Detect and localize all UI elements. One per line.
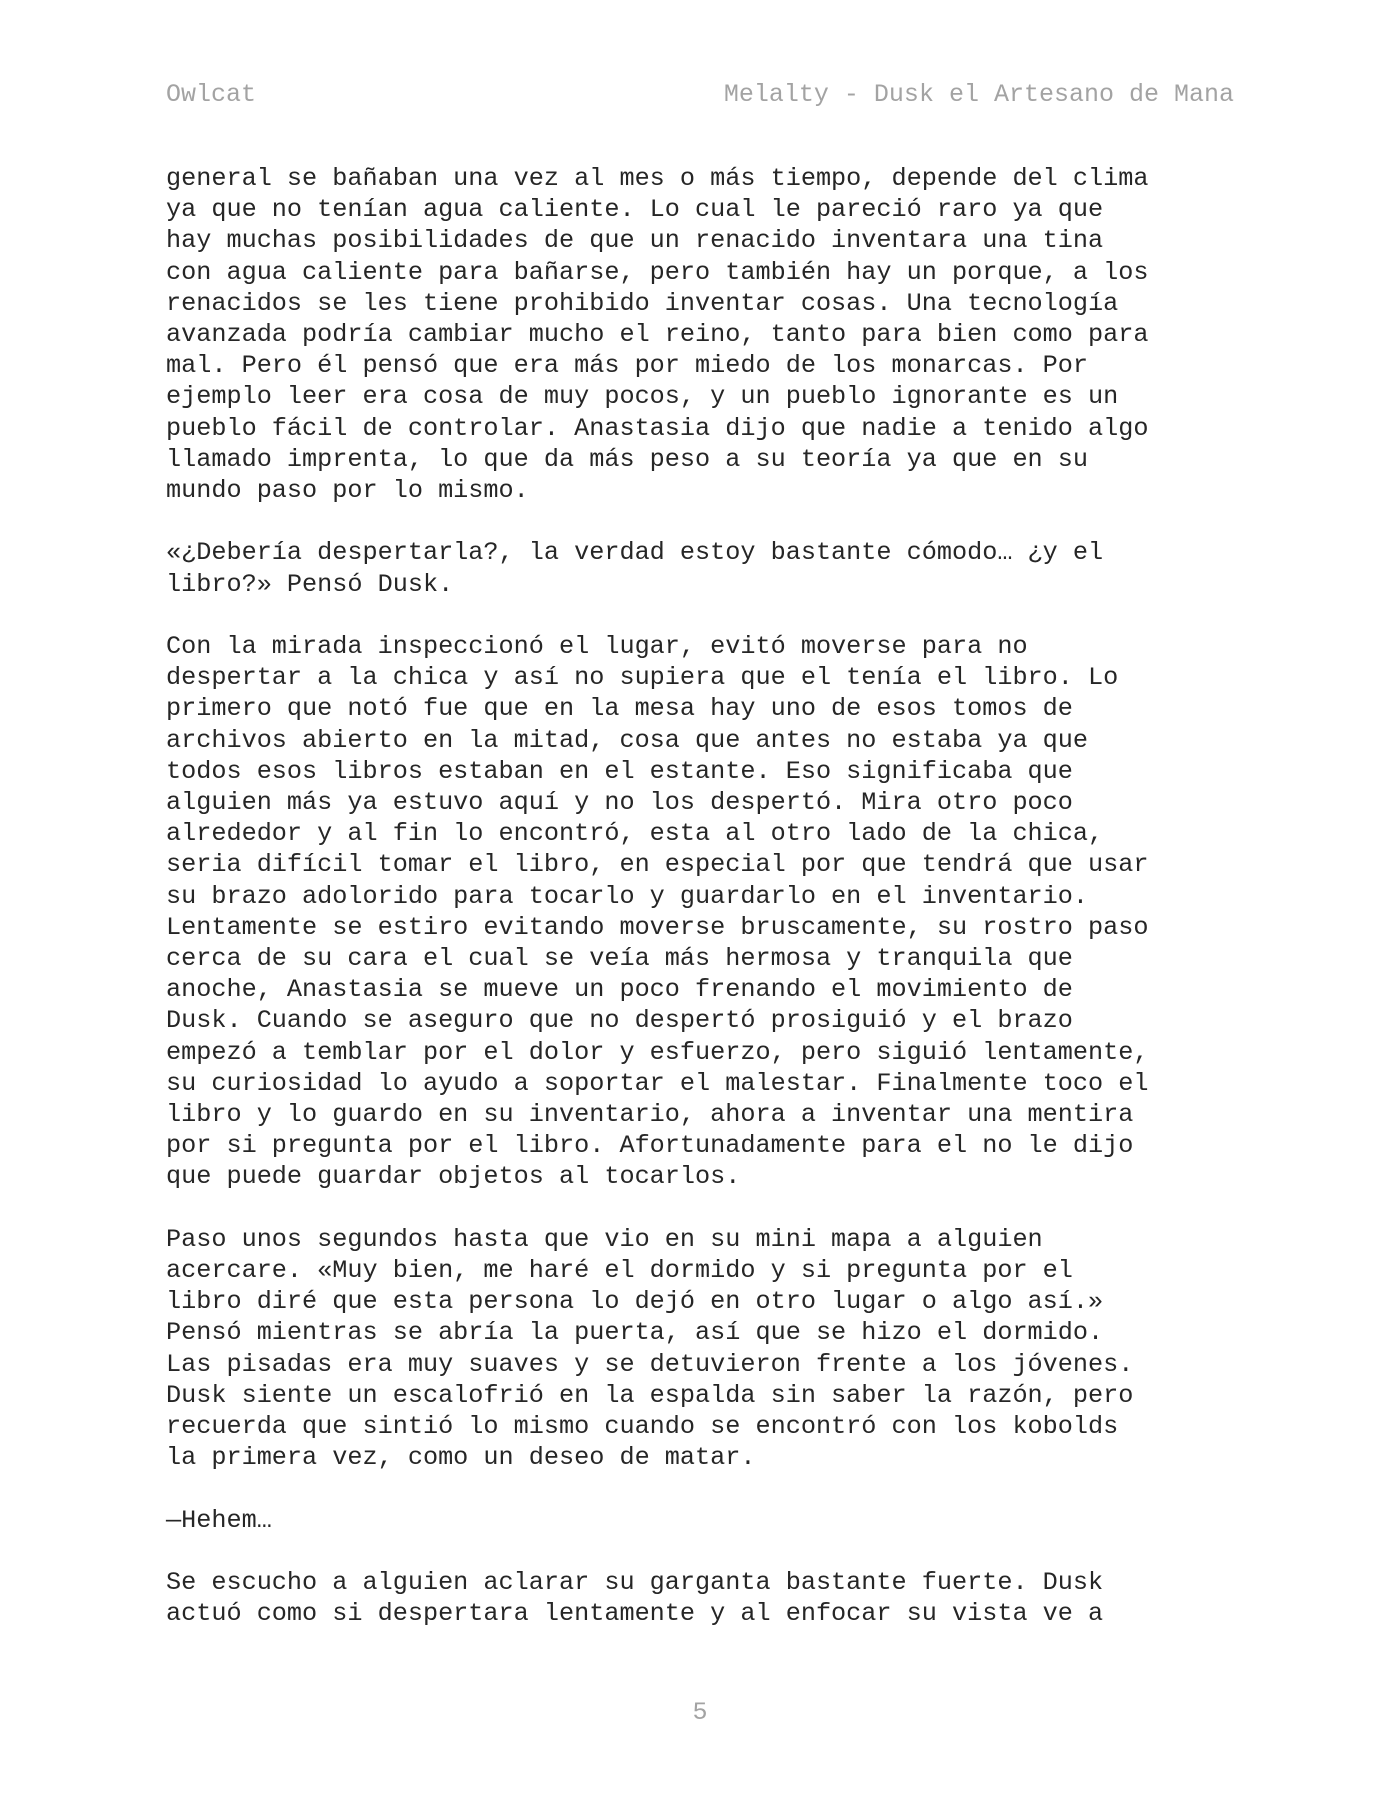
page-header bbox=[166, 80, 1234, 114]
page-number: 5 bbox=[692, 1698, 708, 1727]
paragraph-5: —Hehem… bbox=[166, 1505, 272, 1535]
paragraph-1: general se bañaban una vez al mes o más tiempo, depende del clima ya que no tenían agua caliente. Lo cual le pareció raro ya que hay muchas posibilidades de que un renacido inventara una tina con agua caliente para bañarse, pero también hay un porque, a los renacidos se les tiene prohibido inventar cosas. Una tecnología avanzada podría cambiar mucho el reino, tanto para bien como para mal. Pero él pensó que era más por miedo de los monarcas. Por ejemplo leer era cosa de muy pocos, y un pueblo ignorante es un pueblo fácil de controlar. Anastasia dijo que nadie a tenido algo llamado imprenta, lo que da más peso a su teoría ya que en su mundo paso por lo mismo. bbox=[166, 164, 1149, 506]
paragraph-4: Paso unos segundos hasta que vio en su mini mapa a alguien acercare. «Muy bien, me haré el dormido y si pregunta por el libro diré que esta persona lo dejó en otro lugar o algo así.» Pensó mientras se abría la puerta, así que se hizo el dormido. Las pisadas era muy suaves y se detuvieron frente a los jóvenes. Dusk siente un escalofrió en la espalda sin saber la razón, pero recuerda que sintió lo mismo cuando se encontró con los kobolds la primera vez, como un deseo de matar. bbox=[166, 1224, 1134, 1473]
header-author: Owlcat bbox=[166, 80, 257, 109]
paragraph-3: Con la mirada inspeccionó el lugar, evitó moverse para no despertar a la chica y así no supiera que el tenía el libro. Lo primero que notó fue que en la mesa hay uno de esos tomos de archivos abierto en la mitad, cosa que antes no estaba ya que todos esos libros estaban en el estante. Eso significaba que alguien más ya estuvo aquí y no los despertó. Mira otro poco alrededor y al fin lo encontró, esta al otro lado de la chica, seria difícil tomar el libro, en especial por que tendrá que usar su brazo adolorido para tocarlo y guardarlo en el inventario. Lentamente se estiro evitando moverse bruscamente, su rostro paso cerca de su cara el cual se veía más hermosa y tranquila que anoche, Anastasia se mueve un poco frenando el movimiento de Dusk. Cuando se aseguro que no despertó prosiguió y el brazo empezó a temblar por el dolor y esfuerzo, pero siguió lentamente, su curiosidad lo ayudo a soportar el malestar. Finalmente toco el libro y lo guardo en su inventario, ahora a inventar una mentira por si pregunta por el libro. Afortunadamente para el no le dijo que puede guardar objetos al tocarlos. bbox=[166, 632, 1149, 1192]
paragraph-6: Se escucho a alguien aclarar su garganta bastante fuerte. Dusk actuó como si despertara lentamente y al enfocar su vista ve a bbox=[166, 1568, 1104, 1629]
body-text bbox=[166, 163, 1234, 1629]
paragraph-2: «¿Debería despertarla?, la verdad estoy bastante cómodo… ¿y el libro?» Pensó Dusk. bbox=[166, 538, 1104, 599]
header-title: Melalty - Dusk el Artesano de Mana bbox=[723, 80, 1234, 109]
